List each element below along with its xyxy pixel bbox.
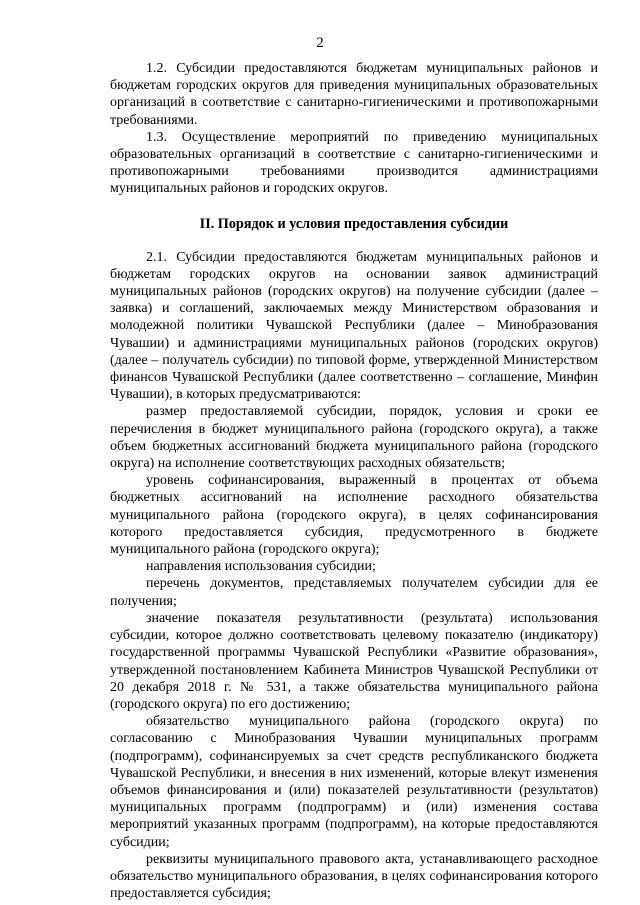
list-item: размер предоставляемой субсидии, порядок, условия и сроки ее перечисления в бюджет муниципального района (городского округа), а также объем бюджетных ассигнований бюджета муниципального района (городского округа) на исполнение соответствующих расходных обязательств; [110, 404, 598, 472]
list-item: обязательство муниципального района (городского округа) по согласованию с Минобразования Чувашии муниципальных программ (подпрограмм), софинансируемых за счет средств республиканского бюджета Чувашской Республики, и внесения в них изменений, которые влекут изменения объемов финансирования и (или) показателей результативности (результатов) муниципальных программ (подпрограмм) и (или) изменения состава мероприятий указанных программ (подпрограмм), на которые предоставляются субсидии; [110, 714, 598, 850]
list-item: значение показателя результативности (результата) использования субсидии, которое должно соответствовать целевому показателю (индикатору) государственной программы Чувашской Республики «Развитие образования», утвержденной постановлением Кабинета Министров Чувашской Республики от 20 декабря 2018 г. № 531, а также обязательства муниципального района (городского округа) по его достижению; [110, 610, 598, 712]
paragraph-2-1: 2.1. Субсидии предоставляются бюджетам муниципальных районов и бюджетам городских округов на основании заявок администраций муниципальных районов (городских округов) на получение субсидии (далее – заявка) и соглашений, заключаемых между Министерством образования и молодежной политики Чувашской Республики (далее – Минобразования Чувашии) и администрациями муниципальных районов (городских округов) (далее – получатель субсидии) по типовой форме, утвержденной Министерством финансов Чувашской Республики (далее соответственно – соглашение, Минфин Чувашии), в которых предусматриваются: [110, 249, 598, 403]
paragraph-1-2: 1.2. Субсидии предоставляются бюджетам муниципальных районов и бюджетам городских округов для приведения муниципальных образовательных организаций в соответствие с санитарно-гигиеническими и противопожарными требованиями. [110, 61, 598, 128]
document-body [110, 60, 598, 902]
page-number: 2 [316, 35, 324, 51]
paragraph-1-3: 1.3. Осуществление мероприятий по приведению муниципальных образовательных организаций в соответствие с санитарно-гигиеническими и противопожарными требованиями производится администрациями муниципальных районов и городских округов. [110, 129, 598, 197]
list-item: уровень софинансирования, выраженный в процентах от объема бюджетных ассигнований на исполнение расходного обязательства муниципального района (городского округа), в целях софинансирования которого предоставляется субсидия, предусмотренного в бюджете муниципального района (городского округа); [110, 473, 598, 558]
list-item: направления использования субсидии; [146, 559, 376, 575]
list-item: перечень документов, представляемых получателем субсидии для ее получения; [110, 576, 598, 609]
list-item: реквизиты муниципального правового акта, устанавливающего расходное обязательство муниципального образования, в целях софинансирования которого предоставляется субсидия; [110, 851, 598, 902]
section-heading: II. Порядок и условия предоставления субсидии [199, 215, 509, 232]
